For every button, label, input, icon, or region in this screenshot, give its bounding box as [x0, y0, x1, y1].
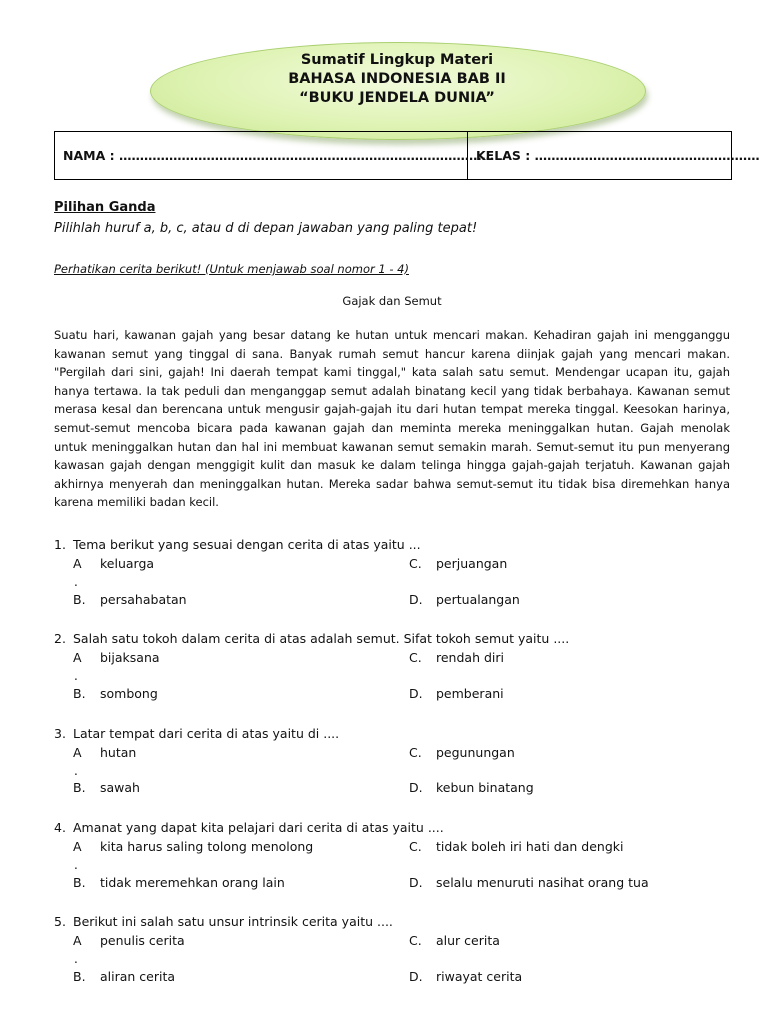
option-d[interactable] — [409, 592, 520, 607]
question-text: Berikut ini salah satu unsur intrinsik cerita yaitu .... — [73, 914, 393, 929]
identity-table — [54, 131, 760, 180]
option-text: pertualangan — [436, 592, 520, 607]
option-c[interactable] — [409, 556, 507, 571]
option-label: B. — [73, 875, 86, 890]
option-c[interactable] — [409, 933, 500, 948]
option-d[interactable] — [409, 780, 534, 795]
option-label: D. — [409, 780, 423, 795]
option-text: rendah diri — [436, 650, 504, 665]
option-text: hutan — [100, 745, 137, 760]
option-c[interactable] — [409, 650, 504, 665]
option-label: D. — [409, 875, 423, 890]
class-field[interactable]: KELAS : ……………………………………………… — [476, 148, 760, 163]
title-line-3: “BUKU JENDELA DUNIA” — [299, 90, 495, 106]
question-text: Tema berikut yang sesuai dengan cerita di atas yaitu ... — [73, 537, 421, 552]
question-3 — [54, 724, 744, 743]
option-text: selalu menuruti nasihat orang tua — [436, 875, 649, 890]
option-c[interactable] — [409, 745, 515, 760]
option-text: sombong — [100, 686, 158, 701]
question-number: 5. — [54, 914, 66, 929]
option-text: tidak boleh iri hati dan dengki — [436, 839, 624, 854]
option-label: D. — [409, 686, 423, 701]
instruction-text: Pilihlah huruf a, b, c, atau d di depan jawaban yang paling tepat! — [54, 221, 478, 236]
option-text: tidak meremehkan orang lain — [100, 875, 285, 890]
section-title: Pilihan Ganda — [54, 200, 156, 215]
option-label: C. — [409, 933, 422, 948]
option-label: C. — [409, 650, 422, 665]
option-text: kita harus saling tolong menolong — [100, 839, 314, 854]
option-label: B. — [73, 780, 86, 795]
option-label: D. — [409, 969, 423, 984]
story-title: Gajak dan Semut — [342, 294, 442, 308]
reading-note: Perhatikan cerita berikut! (Untuk menjawab soal nomor 1 - 4) — [54, 262, 409, 276]
option-text: pegunungan — [436, 745, 515, 760]
option-label: C. — [409, 556, 422, 571]
question-1 — [54, 535, 744, 554]
question-text: Amanat yang dapat kita pelajari dari cerita di atas yaitu .... — [73, 820, 444, 835]
option-label: B. — [73, 969, 86, 984]
name-field[interactable]: NAMA : ……………………………………………………………………………… — [55, 132, 468, 179]
option-b[interactable] — [73, 686, 158, 701]
option-a[interactable] — [73, 556, 154, 571]
option-a-dot: . — [74, 575, 78, 589]
option-c[interactable] — [409, 839, 624, 854]
option-d[interactable] — [409, 686, 504, 701]
option-d[interactable] — [409, 969, 522, 984]
option-label: A — [73, 556, 82, 571]
question-number: 1. — [54, 537, 66, 552]
question-text: Latar tempat dari cerita di atas yaitu di .... — [73, 726, 340, 741]
option-text: persahabatan — [100, 592, 187, 607]
question-text: Salah satu tokoh dalam cerita di atas adalah semut. Sifat tokoh semut yaitu .... — [73, 631, 570, 646]
question-number: 3. — [54, 726, 66, 741]
option-label: A — [73, 745, 82, 760]
option-text: keluarga — [100, 556, 155, 571]
option-label: C. — [409, 839, 422, 854]
option-text: penulis cerita — [100, 933, 185, 948]
option-label: B. — [73, 592, 86, 607]
option-text: alur cerita — [436, 933, 500, 948]
option-b[interactable] — [73, 780, 140, 795]
question-4 — [54, 818, 744, 837]
option-text: aliran cerita — [100, 969, 176, 984]
option-label: A — [73, 839, 82, 854]
option-b[interactable] — [73, 592, 187, 607]
option-b[interactable] — [73, 875, 285, 890]
option-text: riwayat cerita — [436, 969, 523, 984]
title-line-2: BAHASA INDONESIA BAB II — [288, 71, 506, 87]
option-text: kebun binatang — [436, 780, 534, 795]
question-number: 4. — [54, 820, 66, 835]
option-label: B. — [73, 686, 86, 701]
option-a[interactable] — [73, 839, 313, 854]
option-label: D. — [409, 592, 423, 607]
page-title — [150, 51, 644, 108]
option-label: C. — [409, 745, 422, 760]
option-text: bijaksana — [100, 650, 160, 665]
option-a-dot: . — [74, 669, 78, 683]
option-a-dot: . — [74, 764, 78, 778]
option-text: sawah — [100, 780, 140, 795]
option-b[interactable] — [73, 969, 175, 984]
option-text: pemberani — [436, 686, 504, 701]
option-a-dot: . — [74, 858, 78, 872]
option-label: A — [73, 650, 82, 665]
question-number: 2. — [54, 631, 66, 646]
story-text: Suatu hari, kawanan gajah yang besar datang ke hutan untuk mencari makan. Kehadiran gajah ini mengganggu kawanan semut yang tinggal di sana. Banyak rumah semut hancur karena diinjak gajah yang mencari makan. "Pergilah dari sini, gajah! Ini daerah tempat kami tinggal," kata salah satu semut. Mendengar ucapan itu, gajah hanya tertawa. Ia tak peduli dan menganggap semut adalah binatang kecil yang tidak berbahaya. Kawanan semut merasa kesal dan berencana untuk mengusir gajah-gajah itu dari hutan tempat mereka tinggal. Keesokan harinya, semut-semut mencoba bicara pada kawanan gajah dan meminta mereka meninggalkan hutan. Gajah menolak untuk meninggalkan hutan dan hal ini membuat kawanan semut semakin marah. Semut-semut itu pun menyerang kawasan gajah dengan menggigit kulit dan masuk ke dalam telinga hingga gajah-gajah terjatuh. Kawanan gajah akhirnya menyerah dan meninggalkan hutan. Mereka sadar bahwa semut-semut itu tidak bisa diremehkan hanya karena memiliki badan kecil. — [54, 328, 730, 510]
question-2 — [54, 629, 744, 648]
question-5 — [54, 912, 744, 931]
option-a[interactable] — [73, 745, 136, 760]
option-a-dot: . — [74, 952, 78, 966]
option-d[interactable] — [409, 875, 649, 890]
option-a[interactable] — [73, 933, 185, 948]
option-text: perjuangan — [436, 556, 508, 571]
option-a[interactable] — [73, 650, 160, 665]
title-line-1: Sumatif Lingkup Materi — [300, 52, 494, 68]
option-label: A — [73, 933, 82, 948]
